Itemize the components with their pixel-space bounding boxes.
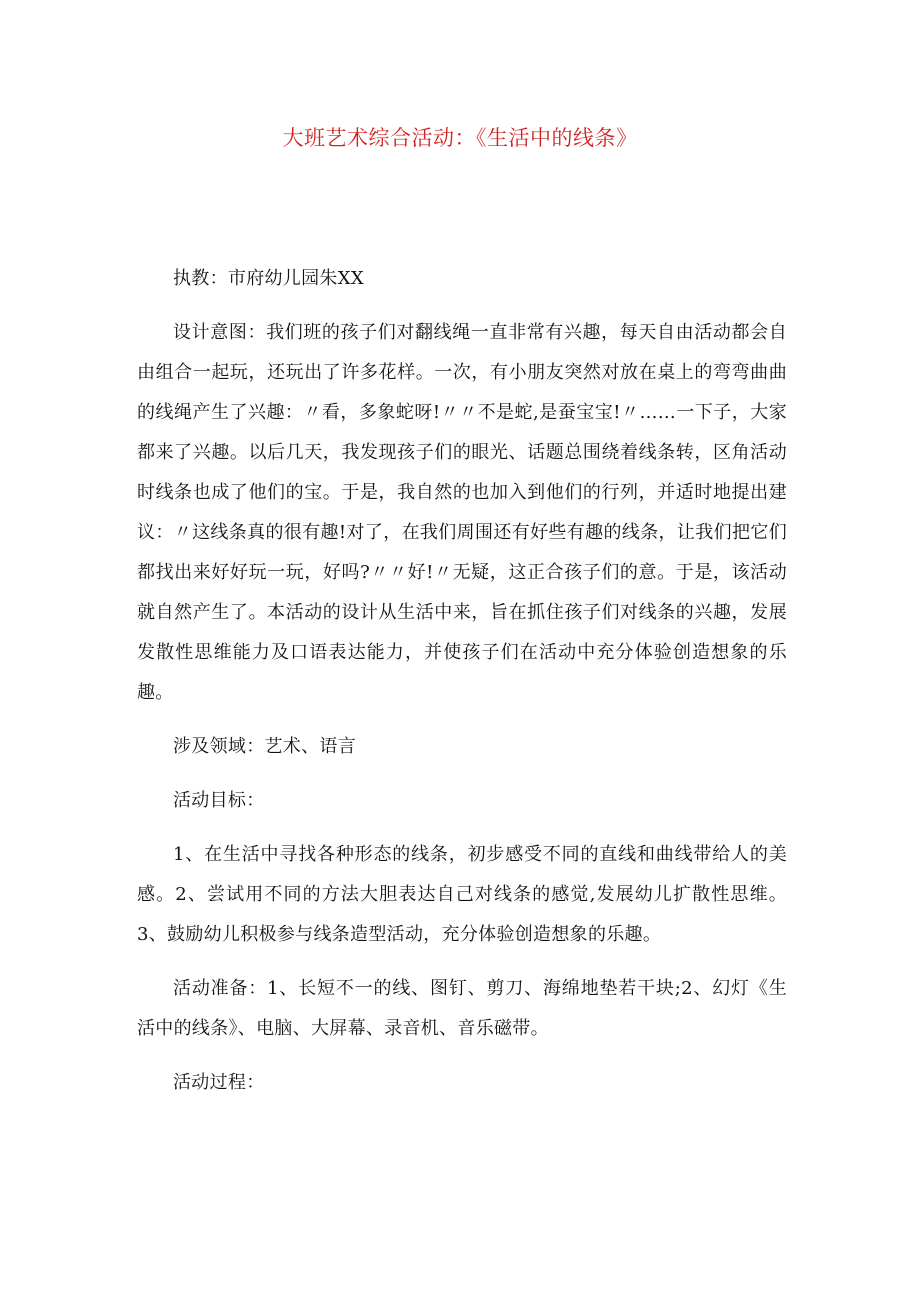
preparation-paragraph: 活动准备：1、长短不一的线、图钉、剪刀、海绵地垫若干块;2、幻灯《生活中的线条》、电脑、大屏幕、录音机、音乐磁带。 — [137, 978, 787, 1039]
document-body — [137, 259, 787, 1117]
objectives-heading: 活动目标： — [173, 790, 265, 811]
design-intent-paragraph: 设计意图：我们班的孩子们对翻线绳一直非常有兴趣，每天自由活动都会自由组合一起玩，还玩出了许多花样。一次，有小朋友突然对放在桌上的弯弯曲曲的线绳产生了兴趣：〃看，多象蛇呀!〃〃不是蛇,是蚕宝宝!〃……一下子，大家都来了兴趣。以后几天，我发现孩子们的眼光、话题总围绕着线条转，区角活动时线条也成了他们的宝。于是，我自然的也加入到他们的行列，并适时地提出建议：〃这线条真的很有趣!对了，在我们周围还有好些有趣的线条，让我们把它们都找出来好好玩一玩，好吗?〃〃好!〃无疑，这正合孩子们的意。于是，该活动就自然产生了。本活动的设计从生活中来，旨在抓住孩子们对线条的兴趣，发展发散性思维能力及口语表达能力，并使孩子们在活动中充分体验创造想象的乐趣。 — [137, 322, 787, 703]
teacher-line: 执教：市府幼儿园朱XX — [173, 268, 364, 289]
domains-line: 涉及领域：艺术、语言 — [173, 736, 356, 757]
document-title: 大班艺术综合活动：《生活中的线条》 — [282, 126, 638, 150]
process-heading: 活动过程： — [173, 1072, 265, 1093]
objectives-paragraph: 1、在生活中寻找各种形态的线条，初步感受不同的直线和曲线带给人的美感。2、尝试用不同的方法大胆表达自己对线条的感觉,发展幼儿扩散性思维。3、鼓励幼儿积极参与线条造型活动，充分体验创造想象的乐趣。 — [137, 844, 787, 945]
